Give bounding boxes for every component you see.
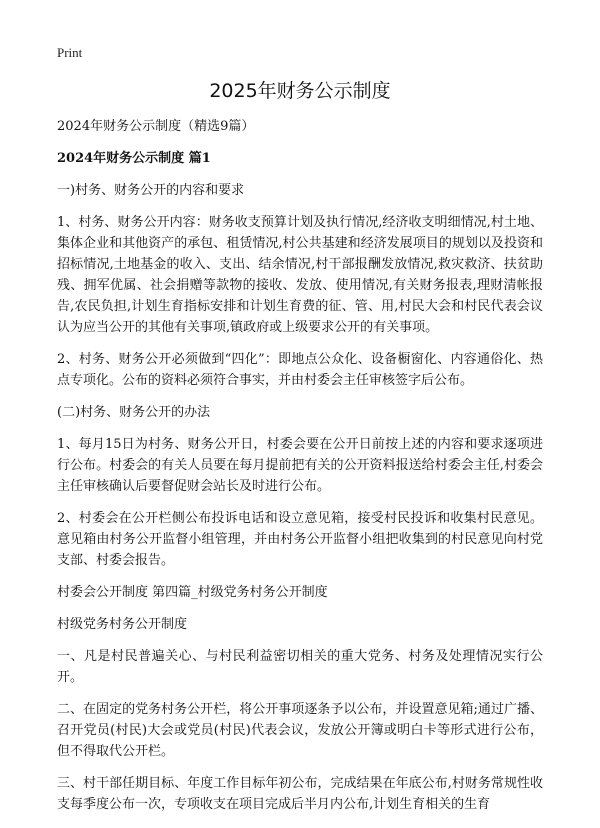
paragraph-content-3: 1、每月15日为村务、财务公开日，村委会要在公开日前按上述的内容和要求逐项进行公布。村委会的有关人员要在每月提前把有关的公开资料报送给村委会主任,村委会主任审核确认后要督促财会站长及时进行公布。	[57, 437, 543, 494]
paragraph-content-1: 1、村务、财务公开内容：财务收支预算计划及执行情况,经济收支明细情况,村土地、集体企业和其他资产的承包、租赁情况,村公共基建和经济发展项目的规划以及投资和招标情况,土地基金的收入、支出、结余情况,村干部报酬发放情况,救灾救济、扶贫助残、拥军优属、社会捐赠等款物的接收、发放、使用情况,有关财务报表,理财清帐报告,农民负担,计划生育指标安排和计划生育费的征、管、用,村民大会和村民代表会议认为应当公开的其他有关事项,镇政府或上级要求公开的有关事项。	[57, 215, 543, 335]
paragraph-rule-2: 二、在固定的党务村务公开栏，将公开事项逐条予以公布，并设置意见箱;通过广播、召开党员(村民)大会或党员(村民)代表会议，发放公开簿或明白卡等形式进行公布，但不得取代公开栏。	[57, 702, 543, 759]
paragraph-rule-3: 三、村干部任期目标、年度工作目标年初公布，完成结果在年底公布,村财务常规性收支每季度公布一次，专项收支在项目完成后半月内公布,计划生育相关的生育	[57, 776, 543, 812]
document-title: 2025年财务公示制度	[209, 80, 391, 102]
paragraph-subheading-2: (二)村务、财务公开的办法	[57, 405, 211, 420]
paragraph-content-4: 2、村委会在公开栏侧公布投诉电话和设立意见箱，接受村民投诉和收集村民意见。意见箱由村务公开监督小组管理，并由村务公开监督小组把收集到的村民意见向村党支部、村委会报告。	[57, 511, 543, 568]
paragraph-content-2: 2、村务、财务公开必须做到“四化”：即地点公众化、设备橱窗化、内容通俗化、热点专项化。公布的资料必须符合事实，并由村委会主任审核签字后公布。	[57, 352, 543, 388]
paragraph-section-heading: 2024年财务公示制度 篇1	[57, 151, 211, 166]
paragraph-article-heading: 村委会公开制度 第四篇_村级党务村务公开制度	[57, 585, 328, 600]
paragraph-article-title: 村级党务村务公开制度	[57, 617, 188, 632]
paragraph-subheading-1: 一)村务、财务公开的内容和要求	[57, 183, 245, 198]
paragraph-rule-1: 一、凡是村民普遍关心、与村民利益密切相关的重大党务、村务及处理情况实行公开。	[57, 649, 543, 685]
print-link[interactable]: Print	[57, 45, 83, 60]
paragraph-subtitle: 2024年财务公示制度（精选9篇）	[57, 119, 255, 134]
